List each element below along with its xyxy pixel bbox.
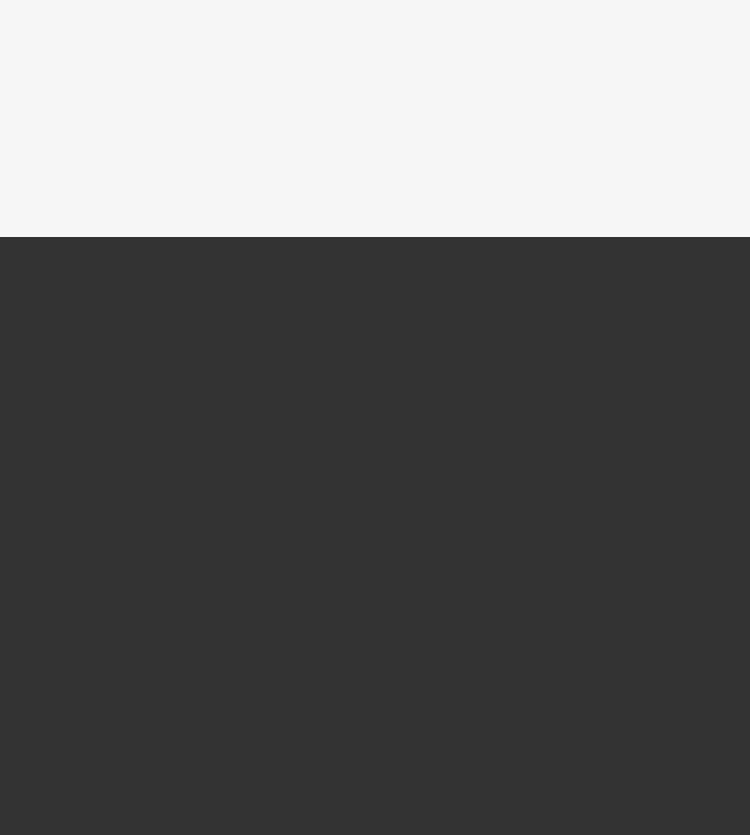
functional-features-section: [0, 237, 750, 835]
feature-icons-section: [0, 0, 750, 237]
section-title-wrap: [0, 281, 750, 311]
